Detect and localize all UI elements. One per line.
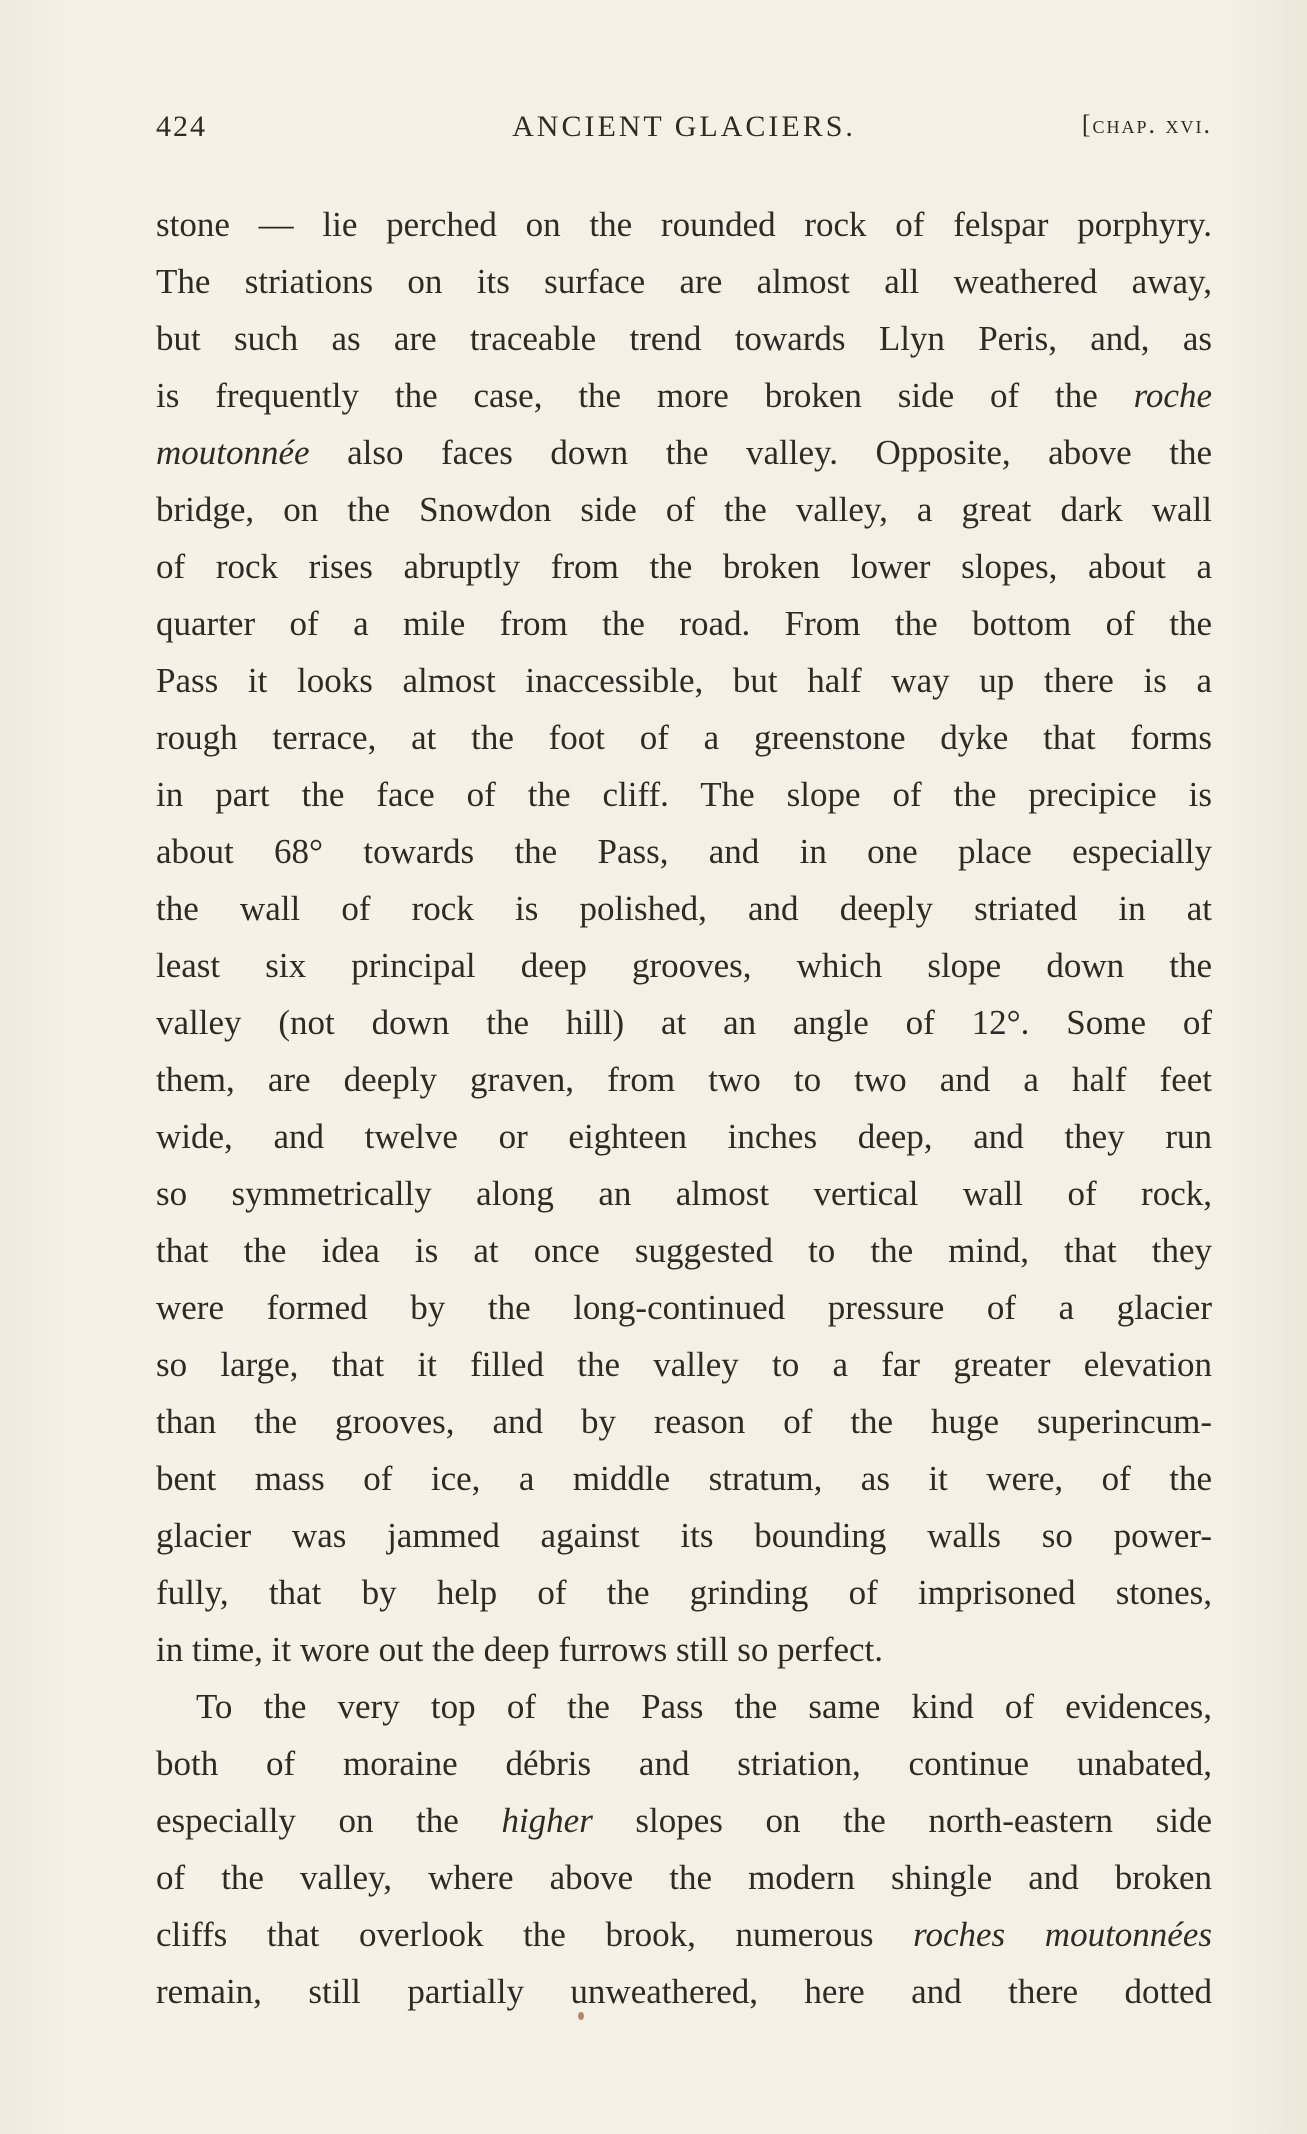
- italic-term: roche: [1133, 376, 1212, 415]
- text-line: valley (not down the hill) at an angle of 12°. Some of: [156, 1003, 1212, 1042]
- text-line: but such as are traceable trend towards Llyn Peris, and, as: [156, 319, 1212, 358]
- page-number: 424: [156, 110, 207, 143]
- text-line: especially on the higher slopes on the north-eastern side: [156, 1801, 1212, 1840]
- text-line: them, are deeply graven, from two to two and a half feet: [156, 1060, 1212, 1099]
- paragraph-start-line: To the very top of the Pass the same kind of evidences,: [196, 1687, 1212, 1726]
- text-line: so symmetrically along an almost vertical wall of rock,: [156, 1174, 1212, 1213]
- text-line: both of moraine débris and striation, continue unabated,: [156, 1744, 1212, 1783]
- text-line: were formed by the long-continued pressure of a glacier: [156, 1288, 1212, 1327]
- chapter-label: [chap. xvi.: [1081, 110, 1212, 139]
- running-header: [156, 110, 1212, 150]
- body-text: [156, 196, 1212, 2020]
- text-line: about 68° towards the Pass, and in one place especially: [156, 832, 1212, 871]
- running-title: ANCIENT GLACIERS.: [512, 110, 856, 143]
- text-line: the wall of rock is polished, and deeply striated in at: [156, 889, 1212, 928]
- text-line: stone — lie perched on the rounded rock of felspar porphyry.: [156, 205, 1212, 244]
- italic-term: moutonnée: [156, 433, 310, 472]
- text-line: rough terrace, at the foot of a greenstone dyke that forms: [156, 718, 1212, 757]
- italic-term: higher: [501, 1801, 593, 1840]
- text-line: fully, that by help of the grinding of imprisoned stones,: [156, 1573, 1212, 1612]
- italic-term: roches moutonnées: [913, 1915, 1212, 1954]
- ink-speck: [578, 2012, 584, 2020]
- text-line: in part the face of the cliff. The slope of the precipice is: [156, 775, 1212, 814]
- text-line: wide, and twelve or eighteen inches deep, and they run: [156, 1117, 1212, 1156]
- text-line: cliffs that overlook the brook, numerous roches moutonnées: [156, 1915, 1212, 1954]
- text-line: of the valley, where above the modern shingle and broken: [156, 1858, 1212, 1897]
- text-line: bent mass of ice, a middle stratum, as it were, of the: [156, 1459, 1212, 1498]
- text-line: glacier was jammed against its bounding walls so power-: [156, 1516, 1212, 1555]
- text-line: is frequently the case, the more broken side of the roche: [156, 376, 1212, 415]
- text-line: least six principal deep grooves, which slope down the: [156, 946, 1212, 985]
- text-line: so large, that it filled the valley to a far greater elevation: [156, 1345, 1212, 1384]
- text-line: of rock rises abruptly from the broken lower slopes, about a: [156, 547, 1212, 586]
- text-line: moutonnée also faces down the valley. Opposite, above the: [156, 433, 1212, 472]
- text-line: The striations on its surface are almost all weathered away,: [156, 262, 1212, 301]
- text-line: than the grooves, and by reason of the huge superincum-: [156, 1402, 1212, 1441]
- text-line: that the idea is at once suggested to the mind, that they: [156, 1231, 1212, 1270]
- text-line: quarter of a mile from the road. From the bottom of the: [156, 604, 1212, 643]
- text-line: Pass it looks almost inaccessible, but half way up there is a: [156, 661, 1212, 700]
- text-line: bridge, on the Snowdon side of the valley, a great dark wall: [156, 490, 1212, 529]
- paragraph-end-line: in time, it wore out the deep furrows still so perfect.: [156, 1630, 884, 1669]
- text-line: remain, still partially unweathered, here and there dotted: [156, 1972, 1212, 2011]
